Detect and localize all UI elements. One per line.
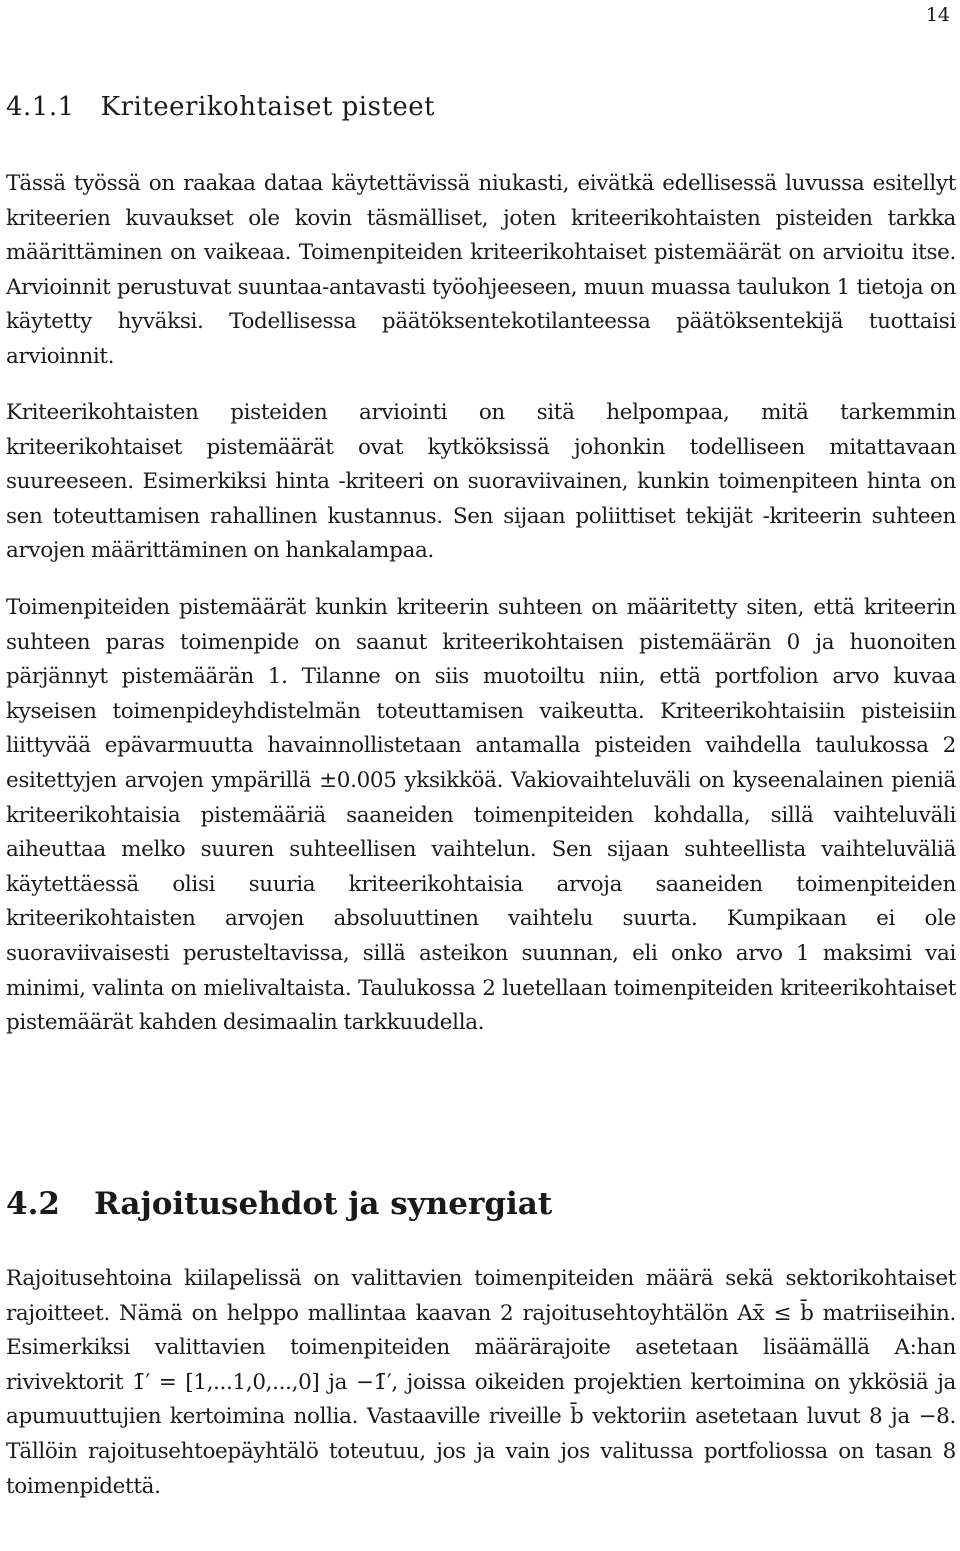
paragraph-3: Toimenpiteiden pistemäärät kunkin kriteerin suhteen on määritetty siten, että kriteerin suhteen paras toimenpide on saanut kriteerikohtaisen pistemäärän 0 ja huonoiten pärjännyt pistemäärän 1. Tilanne on siis muotoiltu niin, että portfolion arvo kuvaa kyseisen toimenpideyhdistelmän toteuttamisen vaikeutta. Kriteerikohtaisiin pisteisiin liittyvää epävarmuutta havainnollistetaan antamalla pisteiden vaihdella taulukossa 2 esitettyjen arvojen ympärillä ±0.005 yksikköä. Vakiovaihteluväli on kyseenalainen pieniä kriteerikohtaisia pistemääriä saaneiden toimenpiteiden kohdalla, sillä vaihteluväli aiheuttaa melko suuren suhteellisen vaihtelun. Sen sijaan suhteellista vaihteluväliä käytettäessä olisi suuria kriteerikohtaisia arvoja saaneiden toimenpiteiden kriteerikohtaisten arvojen absoluuttinen vaihtelu suurta. Kumpikaan ei ole suoraviivaisesti perusteltavissa, sillä asteikon suunnan, eli onko arvo 1 maksimi vai minimi, valinta on mielivaltaista. Taulukossa 2 luetellaan toimenpiteiden kriteerikohtaiset pistemäärät kahden desimaalin tarkkuudella. bbox=[6, 595, 956, 1036]
section-heading bbox=[6, 1186, 552, 1222]
subsection-heading bbox=[6, 92, 435, 122]
section-title: Rajoitusehdot ja synergiat bbox=[93, 1186, 553, 1222]
section-number: 4.2 bbox=[6, 1186, 60, 1222]
page-number: 14 bbox=[925, 4, 950, 26]
paragraph-4: Rajoitusehtoina kiilapelissä on valittavien toimenpiteiden määrä sekä sektorikohtaiset rajoitteet. Nämä on helppo mallintaa kaavan 2 rajoitusehtoyhtälön Ax̄ ≤ b̄ matriiseihin. Esimerkiksi valittavien toimenpiteiden määrärajoite asetetaan lisäämällä A:han rivivektorit 1̄′ = [1,...1,0,...,0] ja −1̄′, joissa oikeiden projektien kertoimina on ykkösiä ja apumuuttujien kertoimina nollia. Vastaaville riveille b̄ vektoriin asetetaan luvut 8 ja −8. Tällöin rajoitusehtoepäyhtälö toteutuu, jos ja vain jos valitussa portfoliossa on tasan 8 toimenpidettä. bbox=[6, 1266, 956, 1499]
subsection-title: Kriteerikohtaiset pisteet bbox=[100, 92, 436, 122]
paragraph-2: Kriteerikohtaisten pisteiden arviointi on sitä helpompaa, mitä tarkemmin kriteerikohtaiset pistemäärät ovat kytköksissä johonkin todelliseen mitattavaan suureeseen. Esimerkiksi hinta -kriteeri on suoraviivainen, kunkin toimenpiteen hinta on sen toteuttamisen rahallinen kustannus. Sen sijaan poliittiset tekijät -kriteerin suhteen arvojen määrittäminen on hankalampaa. bbox=[6, 400, 956, 564]
subsection-number: 4.1.1 bbox=[6, 92, 75, 122]
paragraph-1: Tässä työssä on raakaa dataa käytettävissä niukasti, eivätkä edellisessä luvussa esitellyt kriteerien kuvaukset ole kovin täsmälliset, joten kriteerikohtaisten pisteiden tarkka määrittäminen on vaikeaa. Toimenpiteiden kriteerikohtaiset pistemäärät on arvioitu itse. Arvioinnit perustuvat suuntaa-antavasti työohjeeseen, muun muassa taulukon 1 tietoja on käytetty hyväksi. Todellisessa päätöksentekotilanteessa päätöksentekijä tuottaisi arvioinnit. bbox=[6, 171, 956, 369]
